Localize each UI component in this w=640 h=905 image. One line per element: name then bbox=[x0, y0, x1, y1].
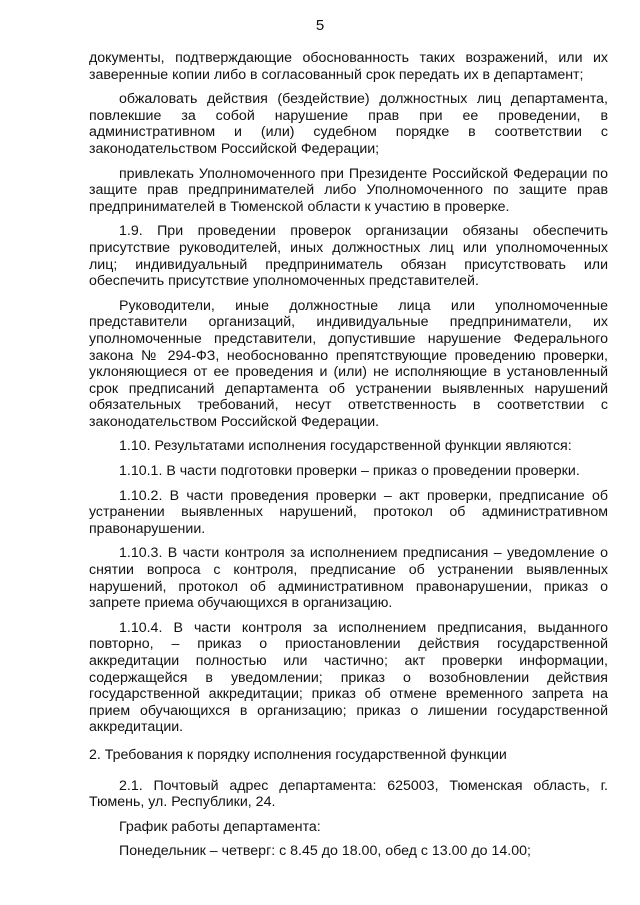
paragraph-ombudsman: привлекать Уполномоченного при Президенте Российской Федерации по защите прав предпринимателей либо Уполномоченного по защите прав предпринимателей в Тюменской области к участию в проверке. bbox=[89, 165, 608, 215]
document-body bbox=[89, 50, 608, 868]
paragraph-liability: Руководители, иные должностные лица или уполномоченные представители организаций, индивидуальные предприниматели, их уполномоченные представители, допустившие нарушение Федерального закона № 294-ФЗ, необоснованно препятствующие проведению проверки, уклоняющиеся от ее проведения и (или) не исполняющие в установленный срок предписаний департамента об устранении выявленных нарушений обязательных требований, несут ответственность в соответствии с законодательством Российской Федерации. bbox=[89, 297, 608, 430]
paragraph-1-10-1: 1.10.1. В части подготовки проверки – приказ о проведении проверки. bbox=[119, 463, 580, 480]
paragraph-1-10-4: 1.10.4. В части контроля за исполнением предписания, выданного повторно, – приказ о приостановлении действия государственной аккредитации полностью или частично; акт проверки информации, содержащейся в уведомлении; приказ о возобновлении действия государственной аккредитации; приказ об отмене временного запрета на прием обучающихся в организацию; приказ о лишении государственной аккредитации. bbox=[89, 619, 608, 736]
paragraph-1-10-3: 1.10.3. В части контроля за исполнением предписания – уведомление о снятии вопроса с контроля, предписание об устранении выявленных нарушений, протокол об административном правонарушении, приказ о запрете приема обучающихся в организацию. bbox=[89, 545, 608, 612]
paragraph-schedule-mon-thu: Понедельник – четверг: с 8.45 до 18.00, обед с 13.00 до 14.00; bbox=[119, 843, 531, 860]
paragraph-2-1: 2.1. Почтовый адрес департамента: 625003, Тюменская область, г. Тюмень, ул. Республики, 24. bbox=[89, 777, 608, 811]
section-heading: 2. Требования к порядку исполнения государственной функции bbox=[89, 746, 507, 763]
paragraph-continuation: документы, подтверждающие обоснованность таких возражений, или их заверенные копии либо в согласованный срок передать их в департамент; bbox=[89, 50, 608, 83]
paragraph-1-10-2: 1.10.2. В части проведения проверки – акт проверки, предписание об устранении выявленных нарушений, протокол об административном правонарушении. bbox=[89, 487, 608, 537]
paragraph-1-9: 1.9. При проведении проверок организации обязаны обеспечить присутствие руководителей, иных должностных лиц или уполномоченных лиц; индивидуальный предприниматель обязан присутствовать или обеспечить присутствие уполномоченных представителей. bbox=[89, 223, 608, 290]
paragraph-appeal: обжаловать действия (бездействие) должностных лиц департамента, повлекшие за собой нарушение прав при ее проведении, в административном и (или) судебном порядке в соответствии с законодательством Российской Федерации; bbox=[89, 91, 608, 157]
paragraph-1-10: 1.10. Результатами исполнения государственной функции являются: bbox=[119, 438, 572, 455]
paragraph-schedule-title: График работы департамента: bbox=[119, 818, 321, 835]
page-number: 5 bbox=[315, 17, 325, 34]
